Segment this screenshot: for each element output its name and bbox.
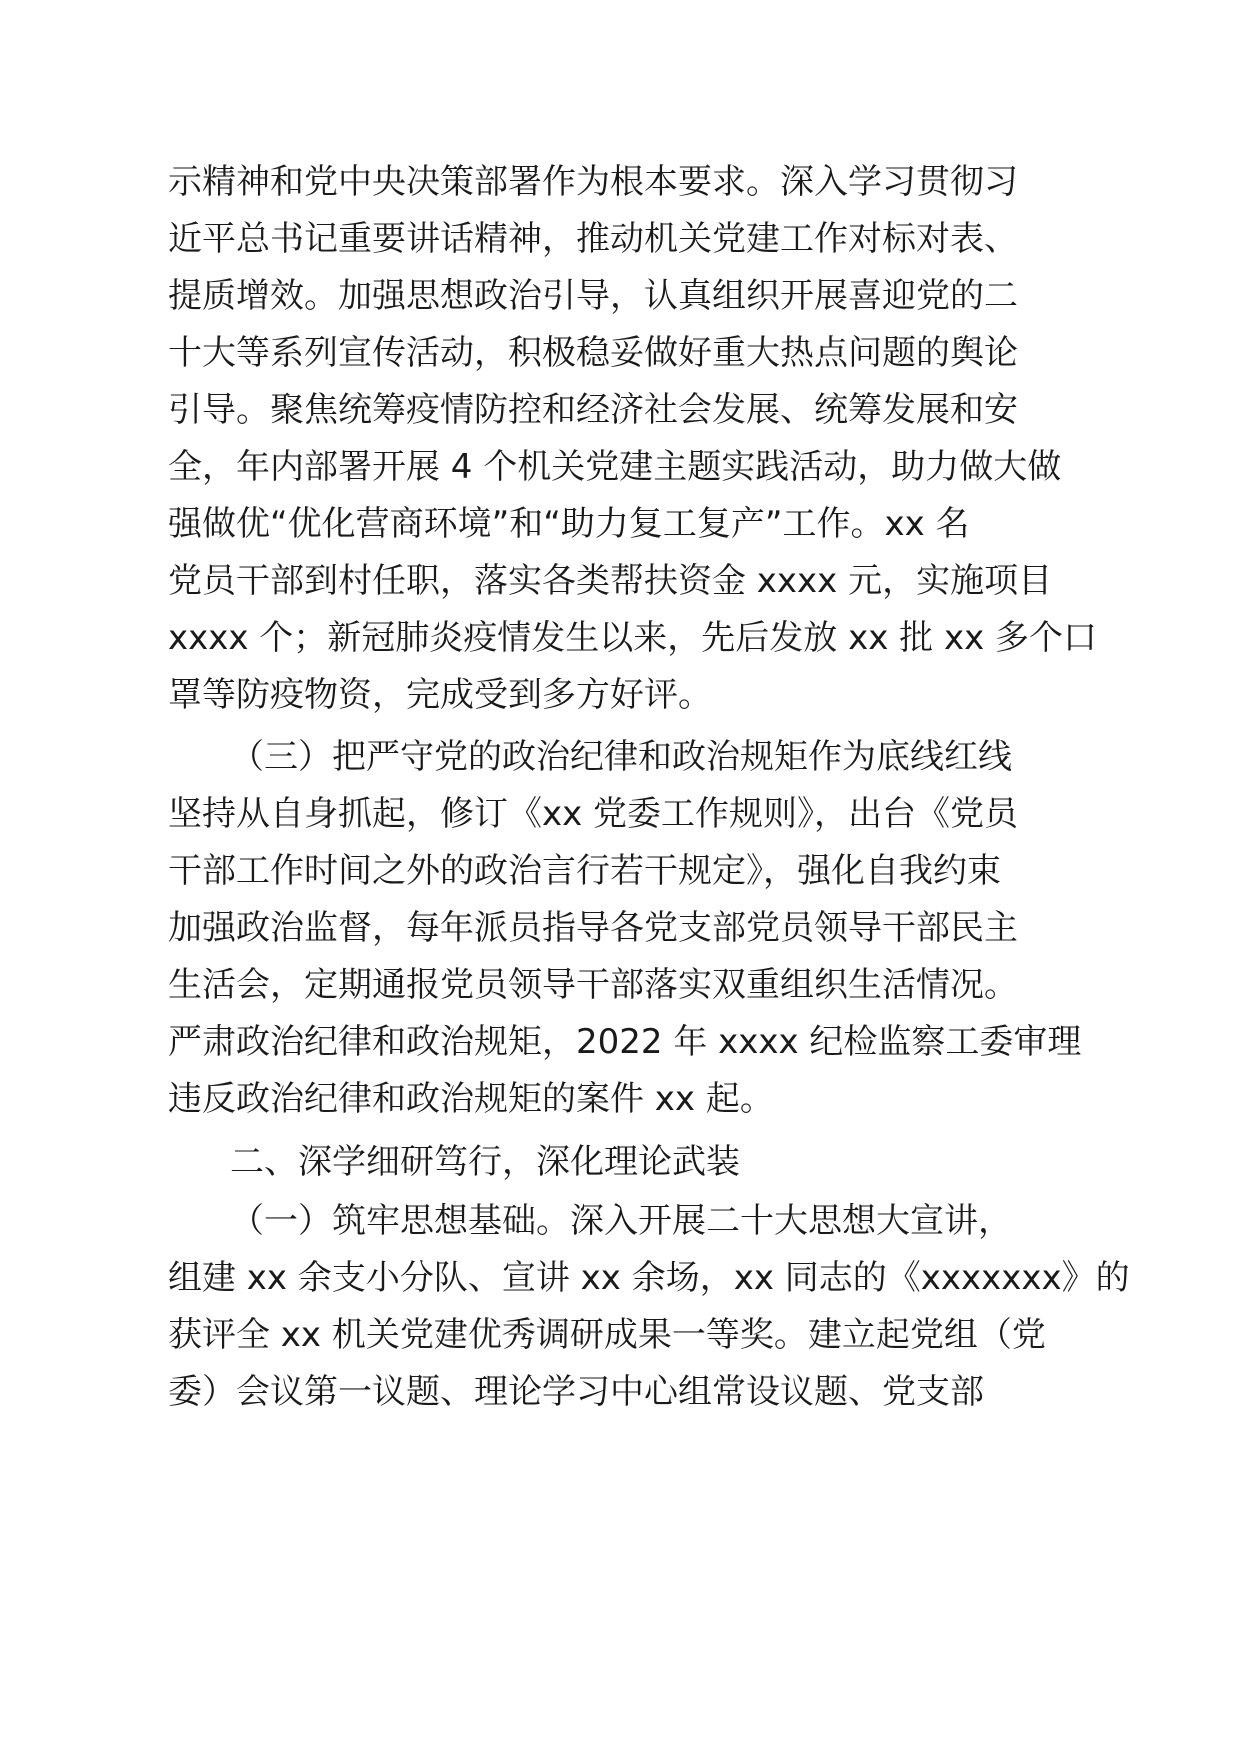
paragraph-line [0, 663, 1240, 727]
line-text: 严肃政治纪律和政治规矩，2022 年 xxxx 纪检监察工委审理 [168, 1022, 1082, 1062]
line-text: 干部工作时间之外的政治言行若干规定》，强化自我约束 [168, 851, 1001, 891]
line-text: 示精神和党中央决策部署作为根本要求。深入学习贯彻习 [168, 162, 1018, 202]
line-text: 组建 xx 余支小分队、宣讲 xx 余场，xx 同志的《xxxxxxx》的 [168, 1258, 1130, 1298]
line-text: （三）把严守党的政治纪律和政治规矩作为底线红线 [230, 737, 1012, 777]
paragraph-line [0, 264, 1240, 328]
line-text: xxxx 个；新冠肺炎疫情发生以来，先后发放 xx 批 xx 多个口 [168, 618, 1098, 658]
line-text: 党员干部到村任职，落实各类帮扶资金 xxxx 元，实施项目 [168, 561, 1053, 601]
line-text: 违反政治纪律和政治规矩的案件 xx 起。 [168, 1079, 774, 1119]
paragraph-line [0, 1067, 1240, 1131]
line-text: 加强政治监督，每年派员指导各党支部党员领导干部民主 [168, 908, 1018, 948]
paragraph-line [0, 1360, 1240, 1424]
paragraph-line [0, 1246, 1240, 1310]
line-text: 罩等防疫物资，完成受到多方好评。 [168, 675, 712, 715]
paragraph-line [0, 606, 1240, 670]
line-text: 坚持从自身抓起，修订《xx 党委工作规则》，出台《党员 [168, 794, 1019, 834]
paragraph-line [0, 321, 1240, 385]
line-text: 委）会议第一议题、理论学习中心组常设议题、党支部 [168, 1372, 984, 1412]
paragraph-line [0, 953, 1240, 1017]
paragraph-line [0, 150, 1240, 214]
paragraph-line [0, 549, 1240, 613]
line-text: 二、深学细研笃行，深化理论武装 [230, 1142, 740, 1182]
paragraph-line [0, 492, 1240, 556]
paragraph-line [0, 896, 1240, 960]
line-text: （一）筑牢思想基础。深入开展二十大思想大宣讲， [230, 1201, 1012, 1241]
paragraph-line [0, 378, 1240, 442]
paragraph-line [0, 207, 1240, 271]
paragraph-line [0, 1303, 1240, 1367]
line-text: 强做优“优化营商环境”和“助力复工复产”工作。xx 名 [168, 504, 970, 544]
line-text: 十大等系列宣传活动，积极稳妥做好重大热点问题的舆论 [168, 333, 1018, 373]
line-text: 生活会，定期通报党员领导干部落实双重组织生活情况。 [168, 965, 1018, 1005]
paragraph-line [0, 839, 1240, 903]
line-text: 获评全 xx 机关党建优秀调研成果一等奖。建立起党组（党 [168, 1315, 1046, 1355]
section-heading [0, 1130, 1240, 1194]
line-text: 全，年内部署开展 4 个机关党建主题实践活动，助力做大做 [168, 447, 1062, 487]
line-text: 引导。聚焦统筹疫情防控和经济社会发展、统筹发展和安 [168, 390, 1018, 430]
line-text: 近平总书记重要讲话精神，推动机关党建工作对标对表、 [168, 219, 1018, 259]
paragraph-line [0, 725, 1240, 789]
line-text: 提质增效。加强思想政治引导，认真组织开展喜迎党的二 [168, 276, 1018, 316]
paragraph-line [0, 435, 1240, 499]
paragraph-line [0, 782, 1240, 846]
paragraph-line [0, 1189, 1240, 1253]
paragraph-line [0, 1010, 1240, 1074]
